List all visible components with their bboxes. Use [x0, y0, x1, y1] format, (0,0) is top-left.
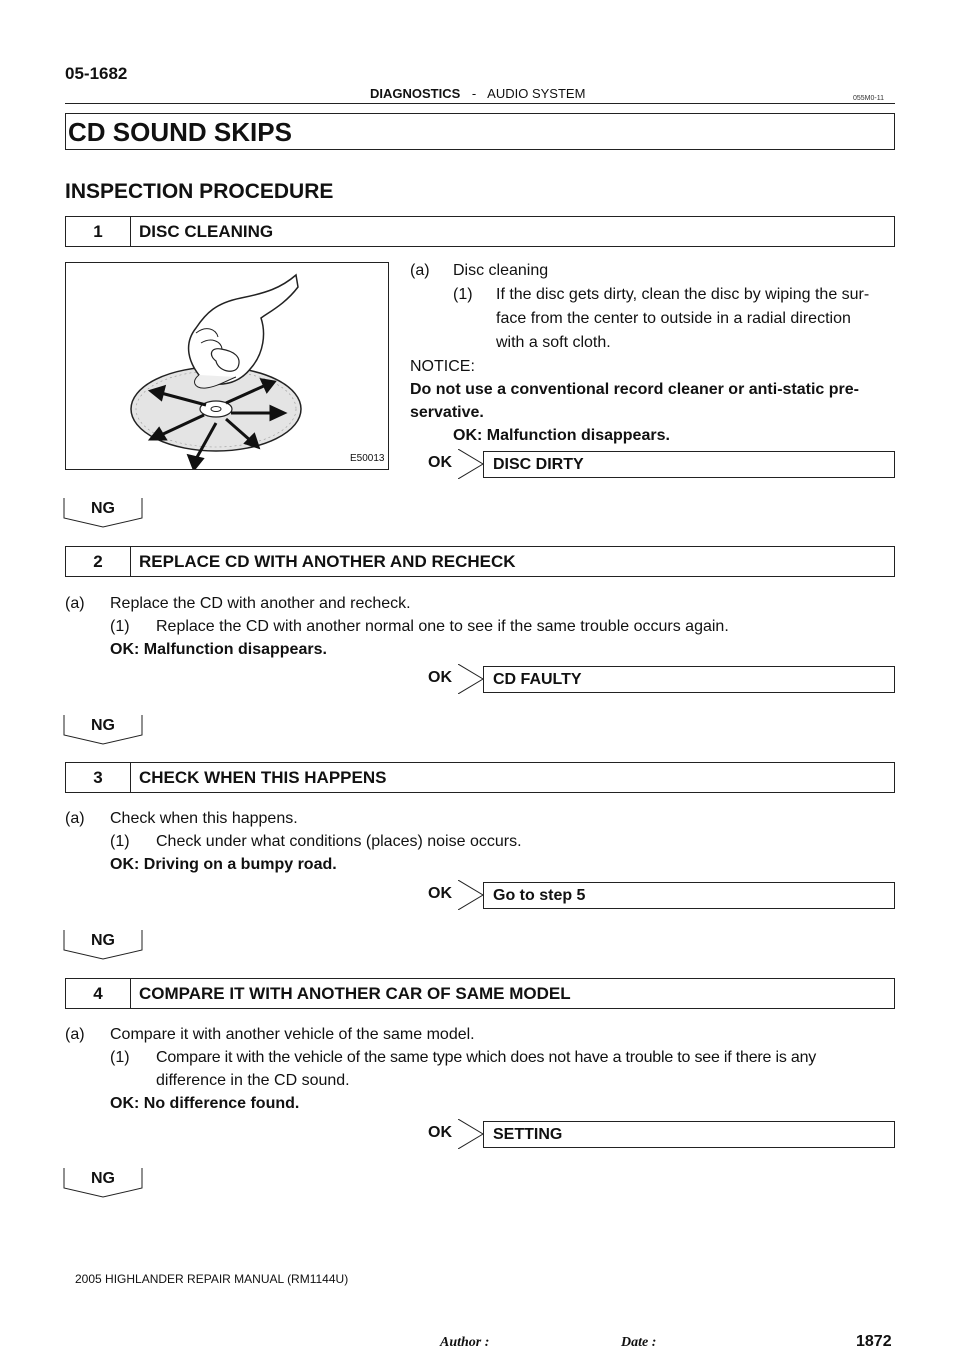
step-number: 1	[66, 217, 131, 246]
title-box	[65, 113, 895, 150]
step-number: 2	[66, 547, 131, 576]
footer-author: Author :	[440, 1335, 490, 1350]
step-2-result: CD FAULTY	[493, 671, 582, 688]
step-label: REPLACE CD WITH ANOTHER AND RECHECK	[139, 552, 516, 571]
header-divider	[65, 103, 895, 104]
step-3-result: Go to step 5	[493, 887, 586, 904]
ok-arrow-icon	[458, 664, 486, 694]
step-3-ng-tab	[63, 930, 143, 960]
step-4-p1-line-1: Compare it with the vehicle of the same type which does not have a trouble to see if there is any	[156, 1049, 817, 1066]
step-4-p1-num: (1)	[110, 1049, 130, 1066]
footer-page-number: 1872	[856, 1333, 892, 1350]
step-label: CHECK WHEN THIS HAPPENS	[139, 768, 387, 787]
disc-cleaning-illustration	[65, 262, 389, 470]
step-3-ok-condition: OK: Driving on a bumpy road.	[110, 856, 337, 873]
step-1-ok-label: OK	[428, 454, 452, 471]
step-2-header	[65, 546, 895, 577]
step-1-p1-line-3: with a soft cloth.	[496, 334, 611, 351]
step-1-a-num: (a)	[410, 262, 430, 279]
step-4-a-text: Compare it with another vehicle of the same model.	[110, 1026, 475, 1043]
inspection-title: INSPECTION PROCEDURE	[65, 180, 334, 203]
step-label: COMPARE IT WITH ANOTHER CAR OF SAME MODEL	[139, 984, 571, 1003]
footer-manual: 2005 HIGHLANDER REPAIR MANUAL (RM1144U)	[75, 1272, 349, 1286]
step-3-a-text: Check when this happens.	[110, 810, 298, 827]
step-4-ok-condition: OK: No difference found.	[110, 1095, 300, 1112]
step-4-result-box	[483, 1121, 895, 1148]
step-2-p1-text: Replace the CD with another normal one to see if the same trouble occurs again.	[156, 618, 729, 635]
step-1-result: DISC DIRTY	[493, 456, 584, 473]
ok-arrow-icon	[458, 880, 486, 910]
step-3-result-box[interactable]	[483, 882, 895, 909]
disc-cleaning-drawing	[66, 263, 388, 469]
step-2-a-text: Replace the CD with another and recheck.	[110, 595, 411, 612]
subsection-name: AUDIO SYSTEM	[487, 86, 586, 101]
ng-label: NG	[91, 1170, 115, 1187]
ng-label: NG	[91, 500, 115, 517]
step-4-ok-label: OK	[428, 1124, 452, 1141]
section-separator: -	[471, 86, 477, 101]
notice-line-2: servative.	[410, 404, 484, 421]
step-3-p1-text: Check under what conditions (places) noise occurs.	[156, 833, 522, 850]
step-4-header	[65, 978, 895, 1009]
step-1-ok-condition: OK: Malfunction disappears.	[453, 427, 670, 444]
step-3-ok-label: OK	[428, 885, 452, 902]
step-1-header	[65, 216, 895, 247]
notice-label: NOTICE:	[410, 358, 475, 375]
step-4-ng-tab	[63, 1168, 143, 1198]
footer-date: Date :	[621, 1335, 657, 1350]
step-3-p1-num: (1)	[110, 833, 130, 850]
step-1-p1-line-2: face from the center to outside in a radial direction	[496, 310, 851, 327]
step-2-ng-tab	[63, 715, 143, 745]
step-4-a-num: (a)	[65, 1026, 85, 1043]
step-2-result-box	[483, 666, 895, 693]
doc-code: 055M0-11	[853, 95, 885, 102]
page-number: 05-1682	[65, 64, 128, 83]
ok-arrow-icon	[458, 449, 486, 479]
step-3-header	[65, 762, 895, 793]
step-label: DISC CLEANING	[139, 222, 274, 241]
step-1-p1-num: (1)	[453, 286, 473, 303]
ng-label: NG	[91, 932, 115, 949]
step-number: 4	[66, 979, 131, 1008]
image-code: E50013	[350, 453, 385, 464]
ok-arrow-icon	[458, 1119, 486, 1149]
step-4-p1-line-2: difference in the CD sound.	[156, 1072, 350, 1089]
step-2-p1-num: (1)	[110, 618, 130, 635]
step-number: 3	[66, 763, 131, 792]
step-2-a-num: (a)	[65, 595, 85, 612]
step-2-ok-label: OK	[428, 669, 452, 686]
page-title: CD SOUND SKIPS	[68, 117, 292, 147]
step-2-ok-condition: OK: Malfunction disappears.	[110, 641, 327, 658]
step-3-a-num: (a)	[65, 810, 85, 827]
section-name: DIAGNOSTICS	[370, 86, 461, 101]
section-header	[370, 86, 585, 101]
ng-label: NG	[91, 717, 115, 734]
step-1-p1-line-1: If the disc gets dirty, clean the disc by wiping the sur-	[496, 286, 870, 303]
step-1-a-text: Disc cleaning	[453, 262, 549, 279]
step-1-result-box	[483, 451, 895, 478]
step-1-ng-tab	[63, 498, 143, 528]
step-4-result: SETTING	[493, 1126, 563, 1143]
notice-line-1: Do not use a conventional record cleaner or anti-static pre-	[410, 381, 859, 398]
